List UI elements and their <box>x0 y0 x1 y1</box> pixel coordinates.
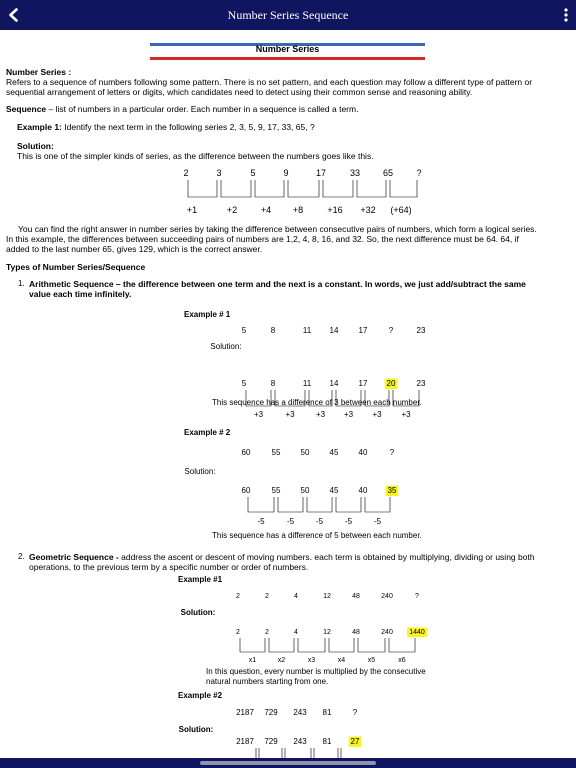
arith1-answer-5: 20 <box>386 379 396 388</box>
geo1-answer-6: 1440 <box>409 629 425 636</box>
arith1-diff-0: +3 <box>253 410 264 419</box>
geo1-bracket-3 <box>329 638 354 652</box>
header-rule-bottom <box>150 57 425 60</box>
example-1-label: Example 1: <box>17 122 62 132</box>
geo1-diff-3: x4 <box>337 657 346 664</box>
geo2-answer-4: 27 <box>350 737 360 746</box>
geo1-question-1: 2 <box>265 593 269 600</box>
arith2-bracket-0 <box>248 497 274 512</box>
geo1-question-6: ? <box>415 593 419 600</box>
arith2-question-3: 45 <box>329 448 339 457</box>
geo1-question-4: 48 <box>352 593 360 600</box>
geo2-question-3: 81 <box>322 708 332 717</box>
geo1-diff-4: x5 <box>367 657 376 664</box>
arith2-question-4: 40 <box>358 448 368 457</box>
arith1-diff-2: +3 <box>315 410 326 419</box>
ex1-diff-1: +2 <box>226 205 238 215</box>
geo2-question-4: ? <box>352 708 358 717</box>
geo1-answer-1: 2 <box>265 629 269 636</box>
arith1-diff-1: +3 <box>285 410 295 419</box>
geo1-bracket-0 <box>240 638 265 652</box>
geo2-solution-label: Solution: <box>178 725 214 734</box>
arith1-question-5: ? <box>388 326 394 335</box>
home-indicator[interactable] <box>200 761 376 765</box>
ex1-bracket-1 <box>221 180 251 197</box>
geo-example-2-label: Example #2 <box>178 691 223 700</box>
geometric-term: Geometric Sequence - <box>29 552 119 562</box>
bottom-bar <box>0 758 576 768</box>
arith1-question-0: 5 <box>241 326 247 335</box>
definition-line-2: sequential arrangement of letters or digits, which candidates need to detect using their common sense and reasoning ability. <box>6 87 473 97</box>
more-vertical-icon[interactable] <box>562 7 570 23</box>
sequence-text: – list of numbers in a particular order. Each number in a sequence is called a term. <box>46 104 359 114</box>
screen-title: Number Series Sequence <box>227 8 349 22</box>
example-1-solution-label: Solution: <box>17 141 54 151</box>
example-1-description: This is one of the simpler kinds of series, as the difference between the numbers goes like this. <box>17 151 374 161</box>
arith2-answer-5: 35 <box>387 486 397 495</box>
ex1-diff-2: +4 <box>260 205 272 215</box>
list-number-1: 1. <box>18 279 25 288</box>
arith1-answer-0: 5 <box>241 379 247 388</box>
ex1-diff-4: +16 <box>327 205 343 215</box>
arith2-answer-3: 45 <box>329 486 339 495</box>
ex1-term-6: 65 <box>382 168 394 178</box>
geo1-answer-5: 240 <box>381 629 393 636</box>
ex1-diff-0: +1 <box>186 205 198 215</box>
ex1-term-3: 9 <box>283 168 289 178</box>
geo2-answer-0: 2187 <box>236 737 254 746</box>
geo2-question-1: 729 <box>264 708 278 717</box>
arith1-answer-1: 8 <box>270 379 276 388</box>
arith1-question-1: 8 <box>270 326 276 335</box>
definition-term: Number Series : <box>6 67 72 77</box>
arithmetic-line-1: Arithmetic Sequence – the difference between one term and the next is a constant. In words, we just add/subtract the same <box>29 279 526 289</box>
geo1-bracket-5 <box>389 638 415 652</box>
arith2-solution-label: Solution: <box>184 467 216 476</box>
section-title: Number Series <box>255 44 320 54</box>
arith1-question-3: 14 <box>329 326 339 335</box>
arith2-bracket-3 <box>336 497 361 512</box>
arith2-diff-0: -5 <box>257 517 265 526</box>
explanation-line-3: added to the last number 65, gives 129, which is the correct answer. <box>6 244 263 254</box>
ex1-bracket-2 <box>255 180 284 197</box>
example-1-difference-figure <box>0 160 576 222</box>
geo2-question-0: 2187 <box>236 708 254 717</box>
geometric-text: address the ascent or descent of moving numbers. each term is obtained by multiplying, dividing or using both <box>118 552 535 562</box>
geo1-bracket-4 <box>358 638 385 652</box>
ex1-term-2: 5 <box>250 168 256 178</box>
geo1-solution-label: Solution: <box>180 608 216 617</box>
ex1-diff-3: +8 <box>292 205 304 215</box>
ex1-bracket-4 <box>323 180 353 197</box>
ex1-bracket-6 <box>390 180 417 197</box>
geo1-answer-4: 48 <box>352 629 360 636</box>
geo-example-1-figure <box>0 588 576 664</box>
geo1-bracket-1 <box>269 638 294 652</box>
arith2-diff-4: -5 <box>373 517 382 526</box>
arith1-diff-3: +3 <box>343 410 354 419</box>
arith2-bracket-4 <box>365 497 390 512</box>
arith2-diff-1: -5 <box>286 517 295 526</box>
arith1-question-4: 17 <box>358 326 368 335</box>
arith2-answer-2: 50 <box>300 486 310 495</box>
arith2-question-0: 60 <box>241 448 251 457</box>
arith1-solution-label: Solution: <box>210 342 242 351</box>
arith2-answer-0: 60 <box>241 486 251 495</box>
geo2-question-2: 243 <box>293 708 307 717</box>
arith2-question-5: ? <box>389 448 395 457</box>
arith1-answer-6: 23 <box>416 379 426 388</box>
geo-example-1-note-2: natural numbers starting from one. <box>206 677 329 686</box>
arithmetic-line-2: value each time infinitely. <box>29 289 132 299</box>
ex1-diff-6: (+64) <box>390 205 412 215</box>
ex1-bracket-0 <box>188 180 217 197</box>
explanation-line-1: You can find the right answer in number series by taking the difference between consecutive pairs of numbers, which form a logical series. <box>18 224 537 234</box>
geo1-question-5: 240 <box>381 593 393 600</box>
arith1-question-6: 23 <box>416 326 426 335</box>
geo1-diff-2: x3 <box>307 657 316 664</box>
ex1-diff-5: +32 <box>360 205 376 215</box>
example-1-question <box>17 122 315 133</box>
geo1-question-3: 12 <box>323 593 331 600</box>
arith2-answer-4: 40 <box>358 486 368 495</box>
arith-example-1-label: Example # 1 <box>184 310 231 319</box>
geo1-diff-1: x2 <box>277 657 286 664</box>
arith2-diff-3: -5 <box>344 517 353 526</box>
geo1-bracket-2 <box>298 638 325 652</box>
geo-example-1-label: Example #1 <box>178 575 223 584</box>
arith1-diff-4: +3 <box>372 410 382 419</box>
sequence-definition <box>6 104 358 115</box>
geo1-answer-0: 2 <box>236 629 240 636</box>
article-scroll-view[interactable] <box>0 30 576 758</box>
arith-example-2-label: Example # 2 <box>184 428 231 437</box>
geo1-answer-2: 4 <box>294 629 298 636</box>
geo1-answer-3: 12 <box>323 629 331 636</box>
ex1-term-5: 33 <box>349 168 361 178</box>
geometric-line-2: operations, to the previous term by a specific number or order of numbers. <box>29 562 309 572</box>
arith2-bracket-1 <box>278 497 303 512</box>
geometric-line-1 <box>29 552 535 563</box>
geo1-question-0: 2 <box>236 593 240 600</box>
arith1-question-2: 11 <box>302 326 312 335</box>
geo2-answer-3: 81 <box>322 737 332 746</box>
ex1-bracket-3 <box>288 180 319 197</box>
ex1-term-1: 3 <box>216 168 222 178</box>
arith1-diff-5: +3 <box>401 410 411 419</box>
geo2-answer-1: 729 <box>264 737 278 746</box>
geo2-answer-2: 243 <box>293 737 307 746</box>
example-1-text: Identify the next term in the following series 2, 3, 5, 9, 17, 33, 65, ? <box>61 122 315 132</box>
arith1-answer-2: 11 <box>302 379 312 388</box>
arith2-answer-1: 55 <box>271 486 281 495</box>
geo1-diff-5: x6 <box>398 657 406 664</box>
arith1-answer-4: 17 <box>358 379 368 388</box>
arith-example-2-note: This sequence has a difference of 5 between each number. <box>212 531 422 540</box>
ex1-term-4: 17 <box>315 168 327 178</box>
types-title: Types of Number Series/Sequence <box>6 262 146 272</box>
sequence-term: Sequence <box>6 104 47 114</box>
list-number-2: 2. <box>18 552 25 561</box>
navigation-bar <box>0 0 576 30</box>
geo-example-2-figure <box>0 702 576 758</box>
ex1-bracket-5 <box>357 180 386 197</box>
arith2-question-2: 50 <box>300 448 310 457</box>
ex1-term-0: 2 <box>183 168 189 178</box>
explanation-line-2: In this example, the differences between succeeding pairs of numbers are 1,2, 4, 8, 16, and 32. So, the next difference must be 64. 64, if <box>6 234 519 244</box>
geo1-question-2: 4 <box>294 593 298 600</box>
arith2-question-1: 55 <box>271 448 281 457</box>
geo-example-1-note-1: In this question, every number is multiplied by the consecutive <box>206 667 426 676</box>
geo1-diff-0: x1 <box>248 657 257 664</box>
arith-example-1-note: This sequence has a difference of 3 between each number. <box>212 398 422 407</box>
arith-example-2-figure <box>0 440 576 528</box>
arith2-bracket-2 <box>307 497 332 512</box>
definition-line-1: Refers to a sequence of numbers following some pattern. There is no set pattern, and each question may follow a different type of pattern or <box>6 77 533 87</box>
arith2-diff-2: -5 <box>315 517 324 526</box>
ex1-term-7: ? <box>416 168 422 178</box>
arith1-answer-3: 14 <box>329 379 339 388</box>
